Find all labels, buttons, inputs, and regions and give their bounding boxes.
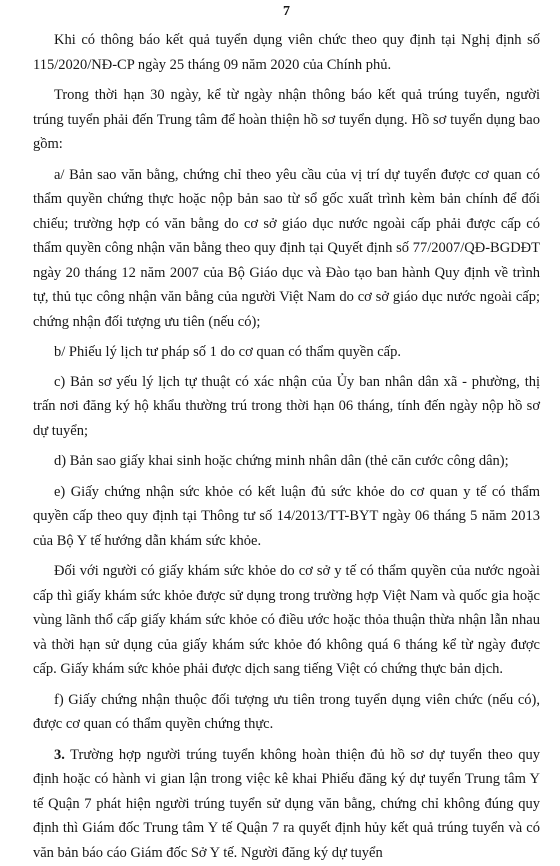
paragraph-item-f: f) Giấy chứng nhận thuộc đối tượng ưu tiên trong tuyển dụng viên chức (nếu có), được cơ quan có thẩm quyền chứng thực. — [33, 691, 540, 732]
paragraph-item-b: b/ Phiếu lý lịch tư pháp số 1 do cơ quan có thẩm quyền cấp. — [54, 344, 401, 360]
paragraph-announcement: Khi có thông báo kết quả tuyển dụng viên chức theo quy định tại Nghị định số 115/2020/NĐ-CP ngày 25 tháng 09 năm 2020 của Chính phủ. — [33, 32, 540, 73]
paragraph-item-a: a/ Bản sao văn bằng, chứng chỉ theo yêu cầu của vị trí dự tuyển được cơ quan có thẩm quyền chứng thực hoặc nộp bản sao từ sổ gốc xuất trình kèm bản chính để đối chiếu; trường hợp có văn bằng do cơ sở giáo dục nước ngoài cấp phải được cấp có thẩm quyền công nhận văn bằng theo quy định tại Quyết định số 77/2007/QĐ-BGDĐT ngày 20 tháng 12 năm 2007 của Bộ Giáo dục và Đào tạo ban hành Quy định về trình tự, thủ tục công nhận văn bằng của người Việt Nam do cơ sở giáo dục nước ngoài cấp; chứng nhận đối tượng ưu tiên (nếu có); — [33, 166, 540, 330]
paragraph-item-e: e) Giấy chứng nhận sức khỏe có kết luận đủ sức khỏe do cơ quan y tế có thẩm quyền cấp theo quy định tại Thông tư số 14/2013/TT-BYT ngày 06 tháng 5 năm 2013 của Bộ Y tế hướng dẫn khám sức khỏe. — [33, 483, 540, 549]
paragraph-foreign-health-certificate: Đối với người có giấy khám sức khỏe do cơ sở y tế có thẩm quyền của nước ngoài cấp thì giấy khám sức khỏe được sử dụng trong trường hợp Việt Nam và quốc gia hoặc vùng lãnh thổ cấp giấy khám sức khỏe có điều ước hoặc thỏa thuận thừa nhận lẫn nhau và thời hạn sử dụng của giấy khám sức khỏe đó không quá 6 tháng kể từ ngày được cấp. Giấy khám sức khỏe phải được dịch sang tiếng Việt có chứng thực bản dịch. — [33, 563, 540, 677]
paragraph-item-c: c) Bản sơ yếu lý lịch tự thuật có xác nhận của Ủy ban nhân dân xã - phường, thị trấn nơi đăng ký hộ khẩu thường trú trong thời hạn 06 tháng, tính đến ngày nộp hồ sơ dự tuyển; — [33, 373, 540, 439]
section-3-text: Trường hợp người trúng tuyển không hoàn thiện đủ hồ sơ dự tuyển theo quy định hoặc có hành vi gian lận trong việc kê khai Phiếu đăng ký dự tuyển Trung tâm Y tế Quận 7 phát hiện người trúng tuyển sử dụng văn bằng, chứng chỉ không đúng quy định thì Giám đốc Trung tâm Y tế Quận 7 ra quyết định hủy kết quả trúng tuyển và có văn bản báo cáo Giám đốc Sở Y tế. Người đăng ký dự tuyển — [33, 746, 540, 861]
paragraph-item-d: d) Bản sao giấy khai sinh hoặc chứng minh nhân dân (thẻ căn cước công dân); — [54, 453, 509, 469]
paragraph-section-3 — [33, 743, 540, 866]
paragraph-deadline: Trong thời hạn 30 ngày, kể từ ngày nhận thông báo kết quả trúng tuyển, người trúng tuyển phải đến Trung tâm để hoàn thiện hồ sơ tuyển dụng. Hồ sơ tuyển dụng bao gồm: — [33, 87, 540, 152]
section-number: 3. — [54, 746, 65, 763]
page-number: 7 — [283, 4, 290, 19]
